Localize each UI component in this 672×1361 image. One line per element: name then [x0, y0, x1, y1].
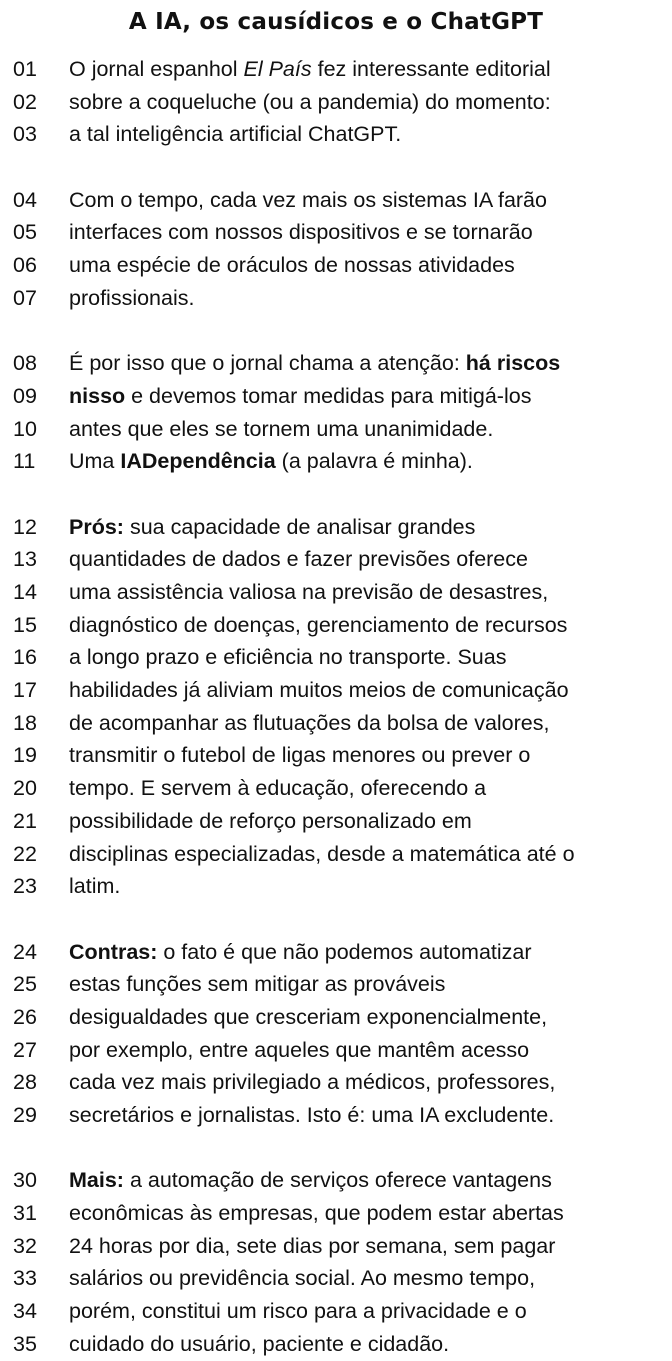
paragraph-gap	[0, 903, 672, 936]
text-segment: a tal inteligência artificial ChatGPT.	[69, 122, 402, 147]
line-text	[69, 1001, 547, 1034]
text-line	[0, 184, 672, 217]
line-text	[69, 772, 486, 805]
text-line	[0, 1262, 672, 1295]
text-line	[0, 1197, 672, 1230]
line-number: 07	[13, 285, 37, 310]
line-number: 12	[13, 514, 37, 539]
line-number: 14	[13, 580, 37, 604]
line-text	[69, 1099, 554, 1132]
line-number: 11	[13, 449, 36, 474]
text-segment: O jornal espanhol	[69, 57, 244, 81]
text-line	[0, 1230, 672, 1263]
line-text	[69, 739, 530, 772]
text-line	[0, 870, 672, 903]
line-number: 32	[13, 1233, 37, 1258]
text-line	[0, 380, 672, 413]
text-segment: possibilidade de reforço personalizado em	[69, 808, 472, 833]
paragraph-gap	[0, 478, 672, 511]
line-text	[69, 870, 120, 903]
text-segment: a automação de serviços oferece vantagens	[123, 1168, 552, 1193]
text-segment: fez interessante editorial	[311, 57, 551, 81]
text-segment: salários ou previdência social. Ao mesmo tempo,	[69, 1266, 536, 1291]
line-text	[69, 609, 567, 642]
line-text	[69, 1230, 555, 1263]
text-line	[0, 1034, 672, 1067]
text-line	[0, 86, 672, 119]
text-segment: 24 horas por dia, sete dias por semana, sem pagar	[69, 1233, 556, 1258]
line-number: 15	[13, 612, 37, 637]
text-line	[0, 413, 672, 446]
line-number: 28	[13, 1070, 37, 1095]
text-segment: secretários e jornalistas. Isto é: uma IA excludente.	[69, 1103, 555, 1127]
line-number: 25	[13, 972, 37, 997]
bold-segment: Contras:	[69, 939, 158, 964]
line-number: 03	[13, 122, 37, 147]
text-line	[0, 1066, 672, 1099]
line-number: 13	[13, 547, 37, 572]
text-line	[0, 118, 672, 151]
line-text	[69, 118, 401, 151]
text-line	[0, 968, 672, 1001]
text-line	[0, 53, 672, 86]
paragraph-gap	[0, 315, 672, 348]
line-text	[69, 1197, 564, 1230]
bold-segment: Mais:	[69, 1168, 124, 1193]
bold-segment: Prós:	[69, 514, 124, 539]
line-number: 01	[13, 57, 37, 81]
text-segment: tempo. E servem à educação, oferecendo a	[69, 776, 487, 801]
text-segment: É por isso que o jornal chama a atenção:	[69, 351, 466, 376]
text-segment: sobre a coqueluche (ou a pandemia) do momento:	[69, 89, 551, 114]
text-segment: o fato é que não podemos automatizar	[157, 939, 532, 964]
line-text	[69, 53, 551, 86]
line-number: 34	[13, 1299, 37, 1324]
text-segment: estas funções sem mitigar as prováveis	[69, 972, 446, 997]
line-text	[69, 216, 533, 249]
line-text	[69, 413, 493, 446]
text-segment: econômicas às empresas, que podem estar abertas	[69, 1201, 564, 1226]
text-line	[0, 609, 672, 642]
line-text	[69, 543, 528, 576]
text-segment: cuidado do usuário, paciente e cidadão.	[69, 1331, 450, 1356]
line-number: 22	[13, 841, 37, 866]
text-segment: cada vez mais privilegiado a médicos, professores,	[69, 1070, 556, 1095]
line-number: 20	[13, 776, 37, 801]
line-text	[69, 1262, 535, 1295]
line-number: 31	[13, 1201, 37, 1226]
text-segment: habilidades já aliviam muitos meios de comunicação	[69, 678, 569, 703]
text-line	[0, 249, 672, 282]
line-number: 17	[13, 678, 37, 703]
line-text	[69, 968, 445, 1001]
line-text	[69, 282, 194, 315]
text-segment: desigualdades que cresceriam exponencialmente,	[69, 1004, 548, 1029]
text-segment: porém, constitui um risco para a privacidade e o	[69, 1299, 527, 1324]
line-text	[69, 838, 575, 871]
text-line	[0, 282, 672, 315]
line-number: 08	[13, 351, 37, 376]
line-text	[69, 674, 569, 707]
line-number: 04	[13, 187, 37, 212]
paragraph-gap	[0, 151, 672, 184]
text-segment: interfaces com nossos dispositivos e se tornarão	[69, 220, 533, 245]
line-text	[69, 511, 475, 544]
line-text	[69, 1164, 552, 1197]
line-number: 09	[13, 383, 37, 408]
line-text	[69, 1034, 529, 1067]
line-text	[69, 1295, 527, 1328]
bold-segment: nisso	[69, 383, 126, 408]
text-segment: transmitir o futebol de ligas menores ou prever o	[69, 743, 531, 768]
line-text	[69, 249, 515, 282]
text-line	[0, 216, 672, 249]
line-number: 23	[13, 874, 37, 899]
text-segment: diagnóstico de doenças, gerenciamento de recursos	[69, 612, 568, 637]
text-segment: sua capacidade de analisar grandes	[123, 514, 476, 539]
text-line	[0, 772, 672, 805]
text-segment: uma espécie de oráculos de nossas atividades	[69, 253, 515, 278]
text-line	[0, 805, 672, 838]
text-line	[0, 576, 672, 609]
text-segment: Com o tempo, cada vez mais os sistemas IA farão	[69, 187, 547, 212]
text-line	[0, 674, 672, 707]
line-number: 24	[13, 939, 37, 964]
text-line	[0, 1099, 672, 1132]
line-text	[69, 1328, 449, 1361]
text-segment: disciplinas especializadas, desde a matemática até o	[69, 841, 575, 866]
line-number: 21	[13, 808, 37, 833]
numbered-text-body	[0, 53, 672, 1361]
line-text	[69, 805, 472, 838]
text-segment: antes que eles se tornem uma unanimidade.	[69, 416, 494, 441]
text-segment: uma assistência valiosa na previsão de desastres,	[69, 580, 549, 604]
line-text	[69, 347, 560, 380]
line-number: 29	[13, 1103, 37, 1127]
document-title: A IA, os causídicos e o ChatGPT	[128, 9, 544, 35]
line-number: 33	[13, 1266, 37, 1291]
line-number: 26	[13, 1004, 37, 1029]
line-text	[69, 184, 547, 217]
line-number: 05	[13, 220, 37, 245]
line-text	[69, 380, 531, 413]
paragraph-gap	[0, 1132, 672, 1165]
text-line	[0, 347, 672, 380]
text-segment: e devemos tomar medidas para mitigá-los	[125, 383, 532, 408]
text-line	[0, 641, 672, 674]
line-text	[69, 1066, 555, 1099]
text-line	[0, 1001, 672, 1034]
line-text	[69, 445, 473, 478]
line-number: 02	[13, 89, 37, 114]
text-line	[0, 739, 672, 772]
line-number: 16	[13, 645, 37, 670]
line-number: 06	[13, 253, 37, 278]
text-line	[0, 1164, 672, 1197]
text-segment: (a palavra é minha).	[275, 449, 473, 474]
italic-segment: El País	[243, 57, 312, 81]
line-text	[69, 936, 532, 969]
bold-segment: IADependência	[120, 449, 276, 474]
text-line	[0, 838, 672, 871]
line-text	[69, 576, 548, 609]
line-number: 27	[13, 1037, 37, 1062]
line-number: 18	[13, 710, 37, 735]
text-segment: a longo prazo e eficiência no transporte. Suas	[69, 645, 507, 670]
text-line	[0, 936, 672, 969]
line-text	[69, 641, 506, 674]
line-number: 35	[13, 1331, 37, 1356]
line-number: 19	[13, 743, 37, 768]
line-number: 30	[13, 1168, 37, 1193]
text-segment: Uma	[69, 449, 121, 474]
text-segment: latim.	[69, 874, 121, 899]
text-line	[0, 1328, 672, 1361]
line-text	[69, 707, 549, 740]
bold-segment: há riscos	[465, 351, 561, 376]
text-segment: profissionais.	[69, 285, 195, 310]
text-line	[0, 543, 672, 576]
text-line	[0, 445, 672, 478]
text-segment: quantidades de dados e fazer previsões oferece	[69, 547, 528, 572]
text-line	[0, 511, 672, 544]
line-number: 10	[13, 416, 37, 441]
text-segment: de acompanhar as flutuações da bolsa de valores,	[69, 710, 550, 735]
text-line	[0, 707, 672, 740]
text-line	[0, 1295, 672, 1328]
text-segment: por exemplo, entre aqueles que mantêm acesso	[69, 1037, 530, 1062]
line-text	[69, 86, 551, 119]
